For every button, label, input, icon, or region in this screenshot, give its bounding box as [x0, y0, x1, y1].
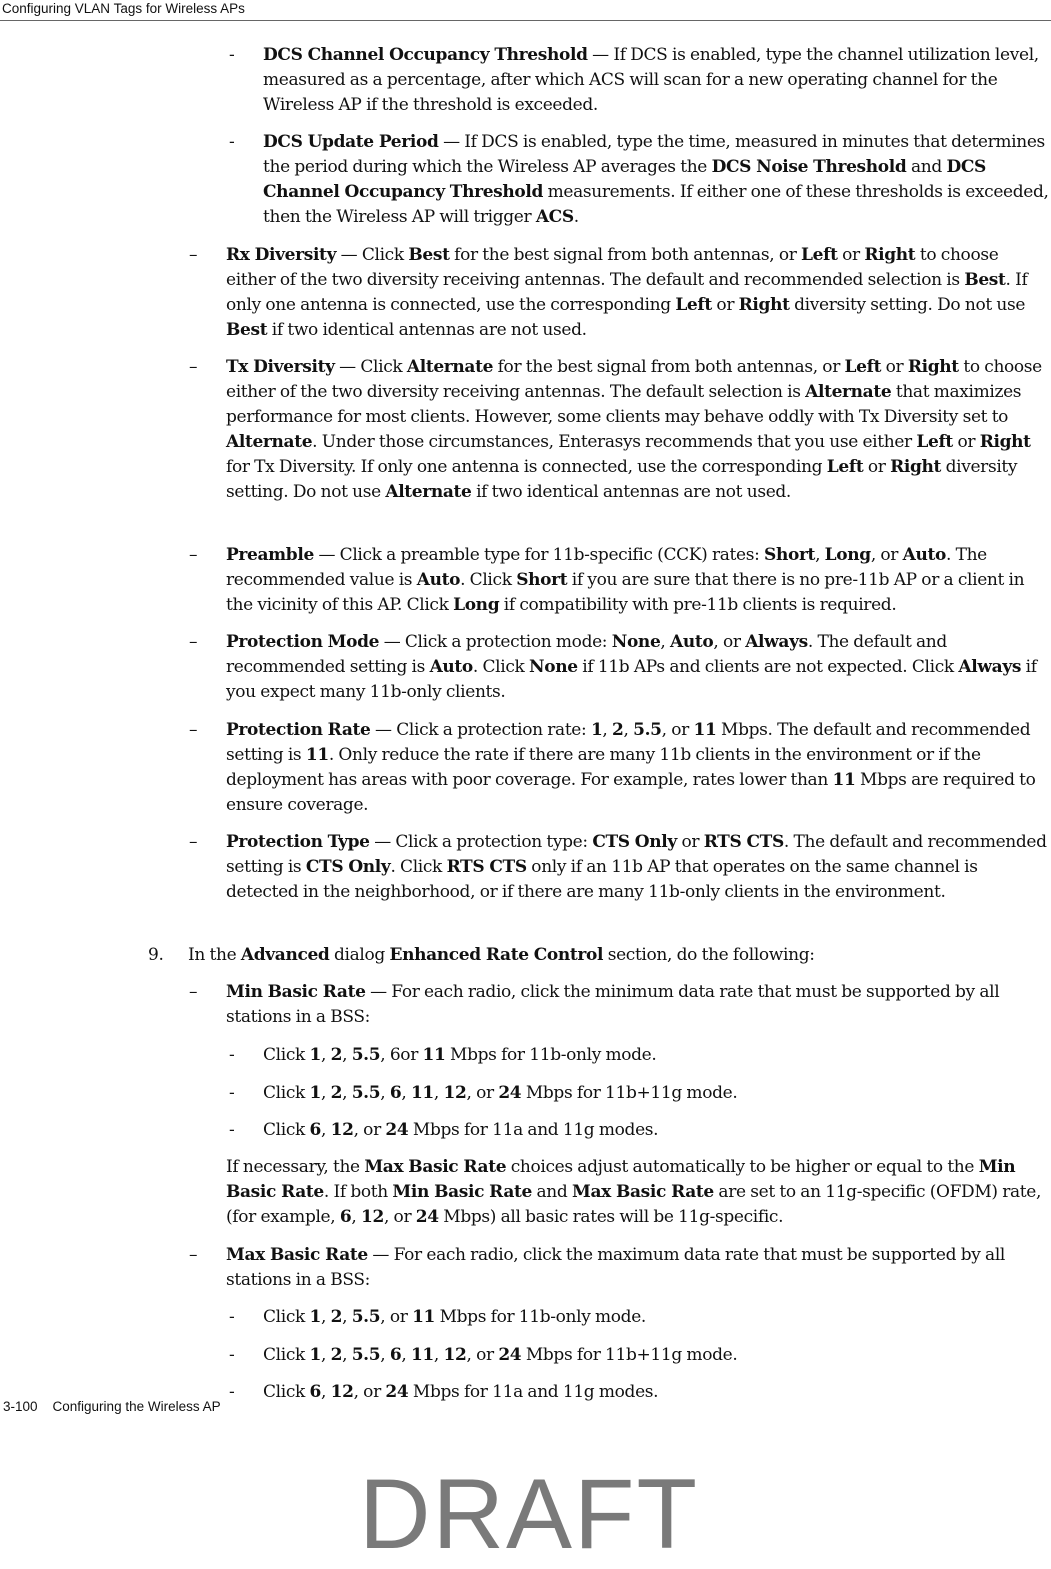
paragraph-text: Protection Rate — Click a protection rate: 1, 2, 5.5, or 11 Mbps. The default and recommended setting is 11. Only reduce the rate if there are many 11b clients in the environment or if the deployment has areas with poor coverage. For example, rates lower than 11 Mbps are required to ensure coverage. [226, 720, 1036, 815]
paragraph-text: Click 1, 2, 5.5, or 11 Mbps for 11b-only mode. [263, 1307, 646, 1327]
paragraph-text: If necessary, the Max Basic Rate choices adjust automatically to be higher or equal to the Min Basic Rate. If both Min Basic Rate and Max Basic Rate are set to an 11g-specific (OFDM) rate, (for example, 6, 12, or 24 Mbps) all basic rates will be 11g-specific. [226, 1157, 1042, 1227]
paragraph-text: Rx Diversity — Click Best for the best signal from both antennas, or Left or Right to choose either of the two diversity receiving antennas. The default and recommended selection is Best. If only one antenna is connected, use the corresponding Left or Right diversity setting. Do not use Best if two identical antennas are not used. [226, 245, 1028, 340]
list-marker: - [229, 1345, 235, 1365]
list-marker: - [229, 1083, 235, 1103]
draft-watermark: DRAFT [359, 1458, 699, 1569]
paragraph-text: In the Advanced dialog Enhanced Rate Control section, do the following: [188, 945, 815, 965]
list-marker: – [189, 982, 198, 1002]
list-marker: – [189, 832, 198, 852]
list-marker: – [189, 357, 198, 377]
list-marker: – [189, 632, 198, 652]
list-marker: - [229, 1382, 235, 1402]
running-header [0, 0, 1051, 21]
list-marker: - [229, 45, 235, 65]
list-marker: - [229, 1045, 235, 1065]
list-marker: - [229, 132, 235, 152]
page-footer: 3-100 Configuring the Wireless AP [3, 1399, 221, 1414]
paragraph-text: Protection Mode — Click a protection mode: None, Auto, or Always. The default and recommended setting is Auto. Click None if 11b APs and clients are not expected. Click Always if you expect many 11b-only clients. [226, 632, 1037, 702]
list-marker: – [189, 545, 198, 565]
paragraph-text: Click 6, 12, or 24 Mbps for 11a and 11g modes. [263, 1120, 659, 1140]
list-marker: – [189, 245, 198, 265]
list-marker: – [189, 1245, 198, 1265]
paragraph-text: Click 1, 2, 5.5, 6, 11, 12, or 24 Mbps for 11b+11g mode. [263, 1083, 738, 1103]
list-marker: – [189, 720, 198, 740]
paragraph-text: Click 1, 2, 5.5, 6or 11 Mbps for 11b-only mode. [263, 1045, 657, 1065]
list-marker: - [229, 1307, 235, 1327]
paragraph-text: Tx Diversity — Click Alternate for the best signal from both antennas, or Left or Right to choose either of the two diversity receiving antennas. The default selection is Alternate that maximizes performance for most clients. However, some clients may behave oddly with Tx Diversity set to Alternate. Under those circumstances, Enterasys recommends that you use either Left or Right for Tx Diversity. If only one antenna is connected, use the corresponding Left or Right diversity setting. Do not use Alternate if two identical antennas are not used. [226, 357, 1042, 502]
paragraph-text: Protection Type — Click a protection type: CTS Only or RTS CTS. The default and recommended setting is CTS Only. Click RTS CTS only if an 11b AP that operates on the same channel is detected in the neighborhood, or if there are many 11b-only clients in the environment. [226, 832, 1047, 902]
list-marker: - [229, 1120, 235, 1140]
paragraph-text: Click 6, 12, or 24 Mbps for 11a and 11g modes. [263, 1382, 659, 1402]
paragraph-text: Click 1, 2, 5.5, 6, 11, 12, or 24 Mbps for 11b+11g mode. [263, 1345, 738, 1365]
paragraph-text: DCS Update Period — If DCS is enabled, type the time, measured in minutes that determines the period during which the Wireless AP averages the DCS Noise Threshold and DCS Channel Occupancy Threshold measurements. If either one of these thresholds is exceeded, then the Wireless AP will trigger ACS. [263, 132, 1049, 227]
paragraph-text: Max Basic Rate — For each radio, click the maximum data rate that must be supported by all stations in a BSS: [226, 1245, 1005, 1290]
paragraph-text: Preamble — Click a preamble type for 11b-specific (CCK) rates: Short, Long, or Auto. The recommended value is Auto. Click Short if you are sure that there is no pre-11b AP or a client in the vicinity of this AP. Click Long if compatibility with pre-11b clients is required. [226, 545, 1025, 615]
step-number: 9. [148, 945, 164, 965]
header-title: Configuring VLAN Tags for Wireless APs [2, 1, 245, 16]
paragraph-text: DCS Channel Occupancy Threshold — If DCS is enabled, type the channel utilization level, measured as a percentage, after which ACS will scan for a new operating channel for the Wireless AP if the threshold is exceeded. [263, 45, 1039, 115]
paragraph-text: Min Basic Rate — For each radio, click the minimum data rate that must be supported by all stations in a BSS: [226, 982, 1000, 1027]
